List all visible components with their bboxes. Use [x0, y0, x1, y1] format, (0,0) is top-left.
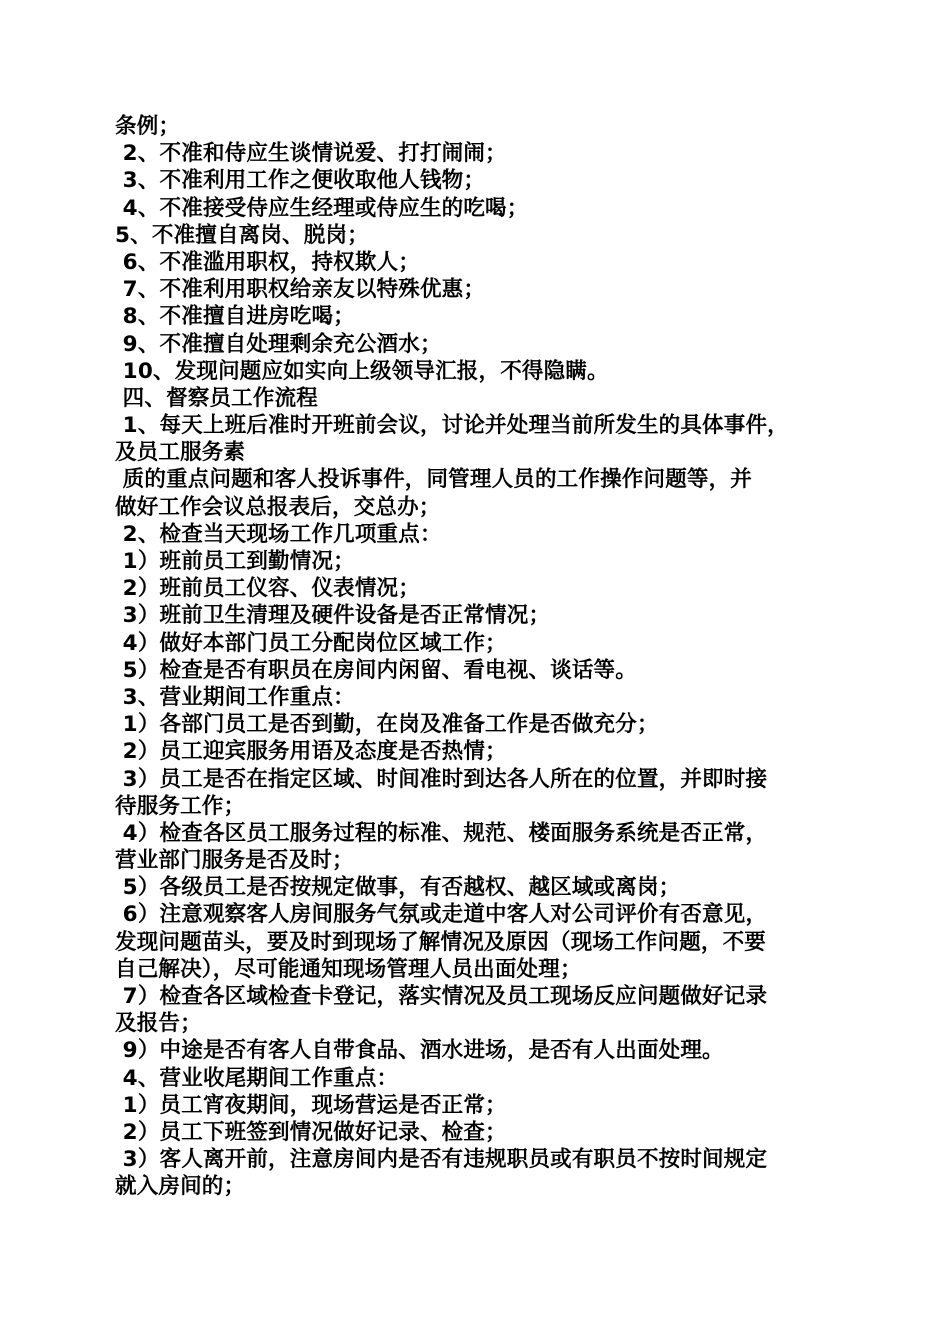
text-line: 3、营业期间工作重点：	[115, 684, 355, 710]
text-line: 5、不准擅自离岗、脱岗；	[115, 222, 369, 248]
text-line: 待服务工作；	[115, 793, 246, 819]
text-line: 自己解决），尽可能通知现场管理人员出面处理；	[115, 956, 582, 982]
text-line: 5）检查是否有职员在房间内闲留、看电视、谈话等。	[115, 657, 637, 683]
text-line: 3、不准利用工作之便收取他人钱物；	[115, 168, 486, 194]
text-line: 1）各部门员工是否到勤，在岗及准备工作是否做充分；	[115, 712, 659, 738]
text-line: 4、不准接受侍应生经理或侍应生的吃喝；	[115, 195, 529, 221]
text-line: 3）班前卫生清理及硬件设备是否正常情况；	[115, 603, 551, 629]
text-line: 就入房间的；	[115, 1174, 246, 1200]
text-line: 2、检查当天现场工作几项重点：	[115, 521, 442, 547]
text-line: 2）员工迎宾服务用语及态度是否热情；	[115, 739, 507, 765]
text-line: 1）班前员工到勤情况；	[115, 549, 355, 574]
text-line: 1）员工宵夜期间，现场营运是否正常；	[115, 1092, 507, 1118]
text-line: 及报告；	[115, 1011, 202, 1037]
document-body	[115, 113, 845, 1201]
text-line: 4）检查各区员工服务过程的标准、规范、楼面服务系统是否正常，	[115, 820, 768, 846]
text-line: 条例；	[115, 114, 181, 139]
text-line: 5）各级员工是否按规定做事，有否越权、越区域或离岗；	[115, 875, 681, 901]
text-line: 4）做好本部门员工分配岗位区域工作；	[115, 630, 507, 656]
text-line: 9、不准擅自处理剩余充公酒水；	[115, 331, 442, 357]
text-line: 1、每天上班后准时开班前会议，讨论并处理当前所发生的具体事件，	[115, 413, 789, 439]
text-line: 7）检查各区域检查卡登记，落实情况及员工现场反应问题做好记录	[115, 984, 768, 1009]
text-line: 10、发现问题应如实向上级领导汇报，不得隐瞒。	[115, 358, 609, 384]
text-line: 3）客人离开前，注意房间内是否有违规职员或有职员不按时间规定	[115, 1147, 768, 1173]
text-line: 营业部门服务是否及时；	[115, 848, 354, 874]
text-line: 做好工作会议总报表后，交总办；	[115, 494, 441, 520]
text-line: 8、不准擅自进房吃喝；	[115, 304, 355, 330]
text-line: 4、营业收尾期间工作重点：	[115, 1065, 399, 1091]
text-line: 及员工服务素	[115, 440, 246, 466]
text-line: 2、不准和侍应生谈情说爱、打打闹闹；	[115, 141, 507, 167]
text-line: 发现问题苗头，要及时到现场了解情况及原因（现场工作问题，不要	[115, 929, 767, 955]
text-line: 2）班前员工仪容、仪表情况；	[115, 576, 420, 602]
text-line: 7、不准利用职权给亲友以特殊优惠；	[115, 277, 486, 303]
text-line: 9）中途是否有客人自带食品、酒水进场，是否有人出面处理。	[115, 1038, 724, 1064]
text-line: 6、不准滥用职权，持权欺人；	[115, 249, 420, 275]
section-heading: 四、督察员工作流程	[115, 385, 318, 411]
text-line: 3）员工是否在指定区域、时间准时到达各人所在的位置，并即时接	[115, 766, 768, 792]
text-line: 6）注意观察客人房间服务气氛或走道中客人对公司评价有否意见，	[115, 902, 768, 928]
text-line: 质的重点问题和客人投诉事件，同管理人员的工作操作问题等，并	[115, 467, 752, 493]
text-line: 2）员工下班签到情况做好记录、检查；	[115, 1119, 507, 1145]
